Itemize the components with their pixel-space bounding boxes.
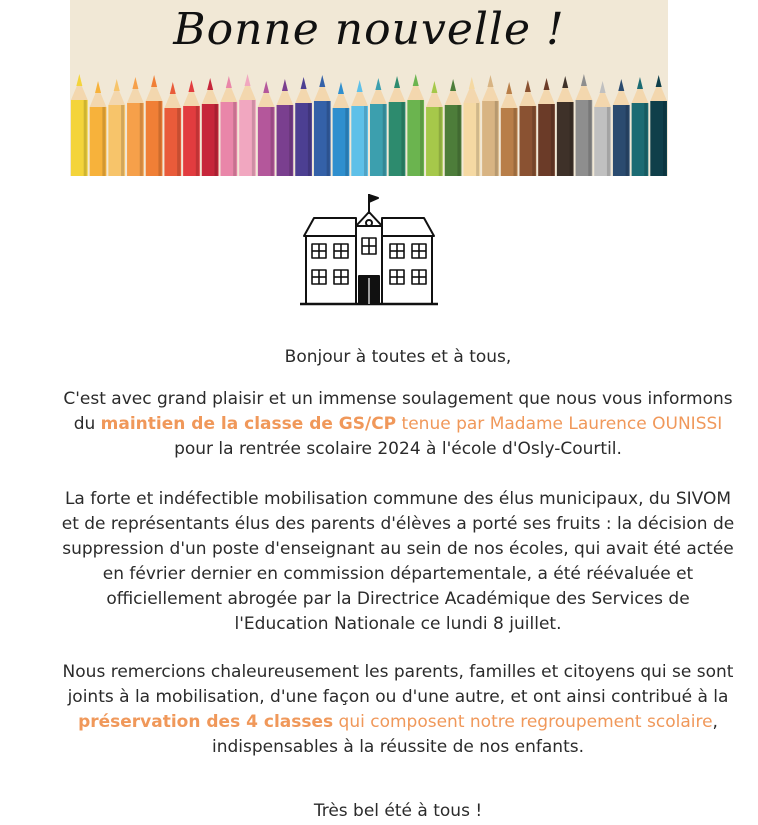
- paragraph-text: C'est avec grand plaisir et un immense soulagement que nous vous informons du: [63, 389, 733, 434]
- pencil: [314, 75, 331, 176]
- pencil: [426, 81, 443, 176]
- pencil: [576, 74, 593, 176]
- paragraph-maintien-classe: [60, 387, 736, 462]
- pencil: [482, 75, 499, 176]
- pencil: [221, 76, 238, 176]
- pencil: [407, 74, 424, 176]
- pencil: [351, 80, 368, 176]
- header-banner: [70, 0, 668, 176]
- pencil: [613, 79, 630, 176]
- paragraph-mobilisation: La forte et indéfectible mobilisation commune des élus municipaux, du SIVOM et de représentants élus des parents d'élèves a porté ses fruits : la décision de suppression d'un poste d'enseignant au sein de nos écoles, qui avait été actée en février dernier en commission départementale, a été réévaluée et officiellement abrogée par la Directrice Académique des Services de l'Education Nationale ce lundi 8 juillet.: [61, 489, 735, 634]
- pencil: [557, 76, 574, 176]
- pencil: [650, 75, 667, 176]
- pencil: [277, 79, 294, 176]
- paragraph-text: Nous remercions chaleureusement les parents, familles et citoyens qui se sont joints à la mobilisation, d'une façon ou d'une autre, et ont ainsi contribué à la: [62, 662, 734, 707]
- highlight-text: qui composent notre regroupement scolaire: [333, 712, 713, 732]
- paragraph-remerciements: [60, 660, 736, 760]
- paragraph-text: , indispensables à la réussite de nos enfants.: [211, 712, 718, 757]
- pencil: [333, 82, 350, 176]
- pencil: [370, 78, 387, 176]
- pencil: [445, 79, 462, 176]
- pencil: [258, 81, 275, 176]
- closing-line: Très bel été à tous !: [313, 801, 483, 821]
- pencil: [108, 79, 125, 176]
- highlight-bold-text: maintien de la classe de GS/CP: [100, 414, 397, 434]
- colored-pencils-image: [70, 70, 668, 176]
- pencil: [501, 82, 518, 176]
- pencil: [71, 74, 88, 176]
- greeting: Bonjour à toutes et à tous,: [284, 347, 512, 367]
- pencil: [594, 81, 611, 176]
- highlight-bold-text: préservation des 4 classes: [78, 712, 334, 732]
- pencil: [239, 74, 256, 176]
- banner-title: Bonne nouvelle !: [173, 4, 565, 55]
- pencil: [295, 77, 312, 176]
- pencil: [202, 78, 219, 176]
- pencil: [538, 78, 555, 176]
- school-building-icon: [298, 192, 440, 308]
- pencil: [127, 77, 144, 176]
- pencil: [389, 76, 406, 176]
- pencil: [164, 82, 181, 176]
- pencil: [90, 81, 107, 176]
- pencil: [183, 80, 200, 176]
- pencil: [146, 75, 163, 176]
- pencil: [632, 77, 649, 176]
- pencil: [520, 80, 537, 176]
- pencil: [463, 77, 480, 176]
- paragraph-text: pour la rentrée scolaire 2024 à l'école d'Osly-Courtil.: [174, 439, 622, 459]
- highlight-text: tenue par Madame Laurence OUNISSI: [396, 414, 723, 434]
